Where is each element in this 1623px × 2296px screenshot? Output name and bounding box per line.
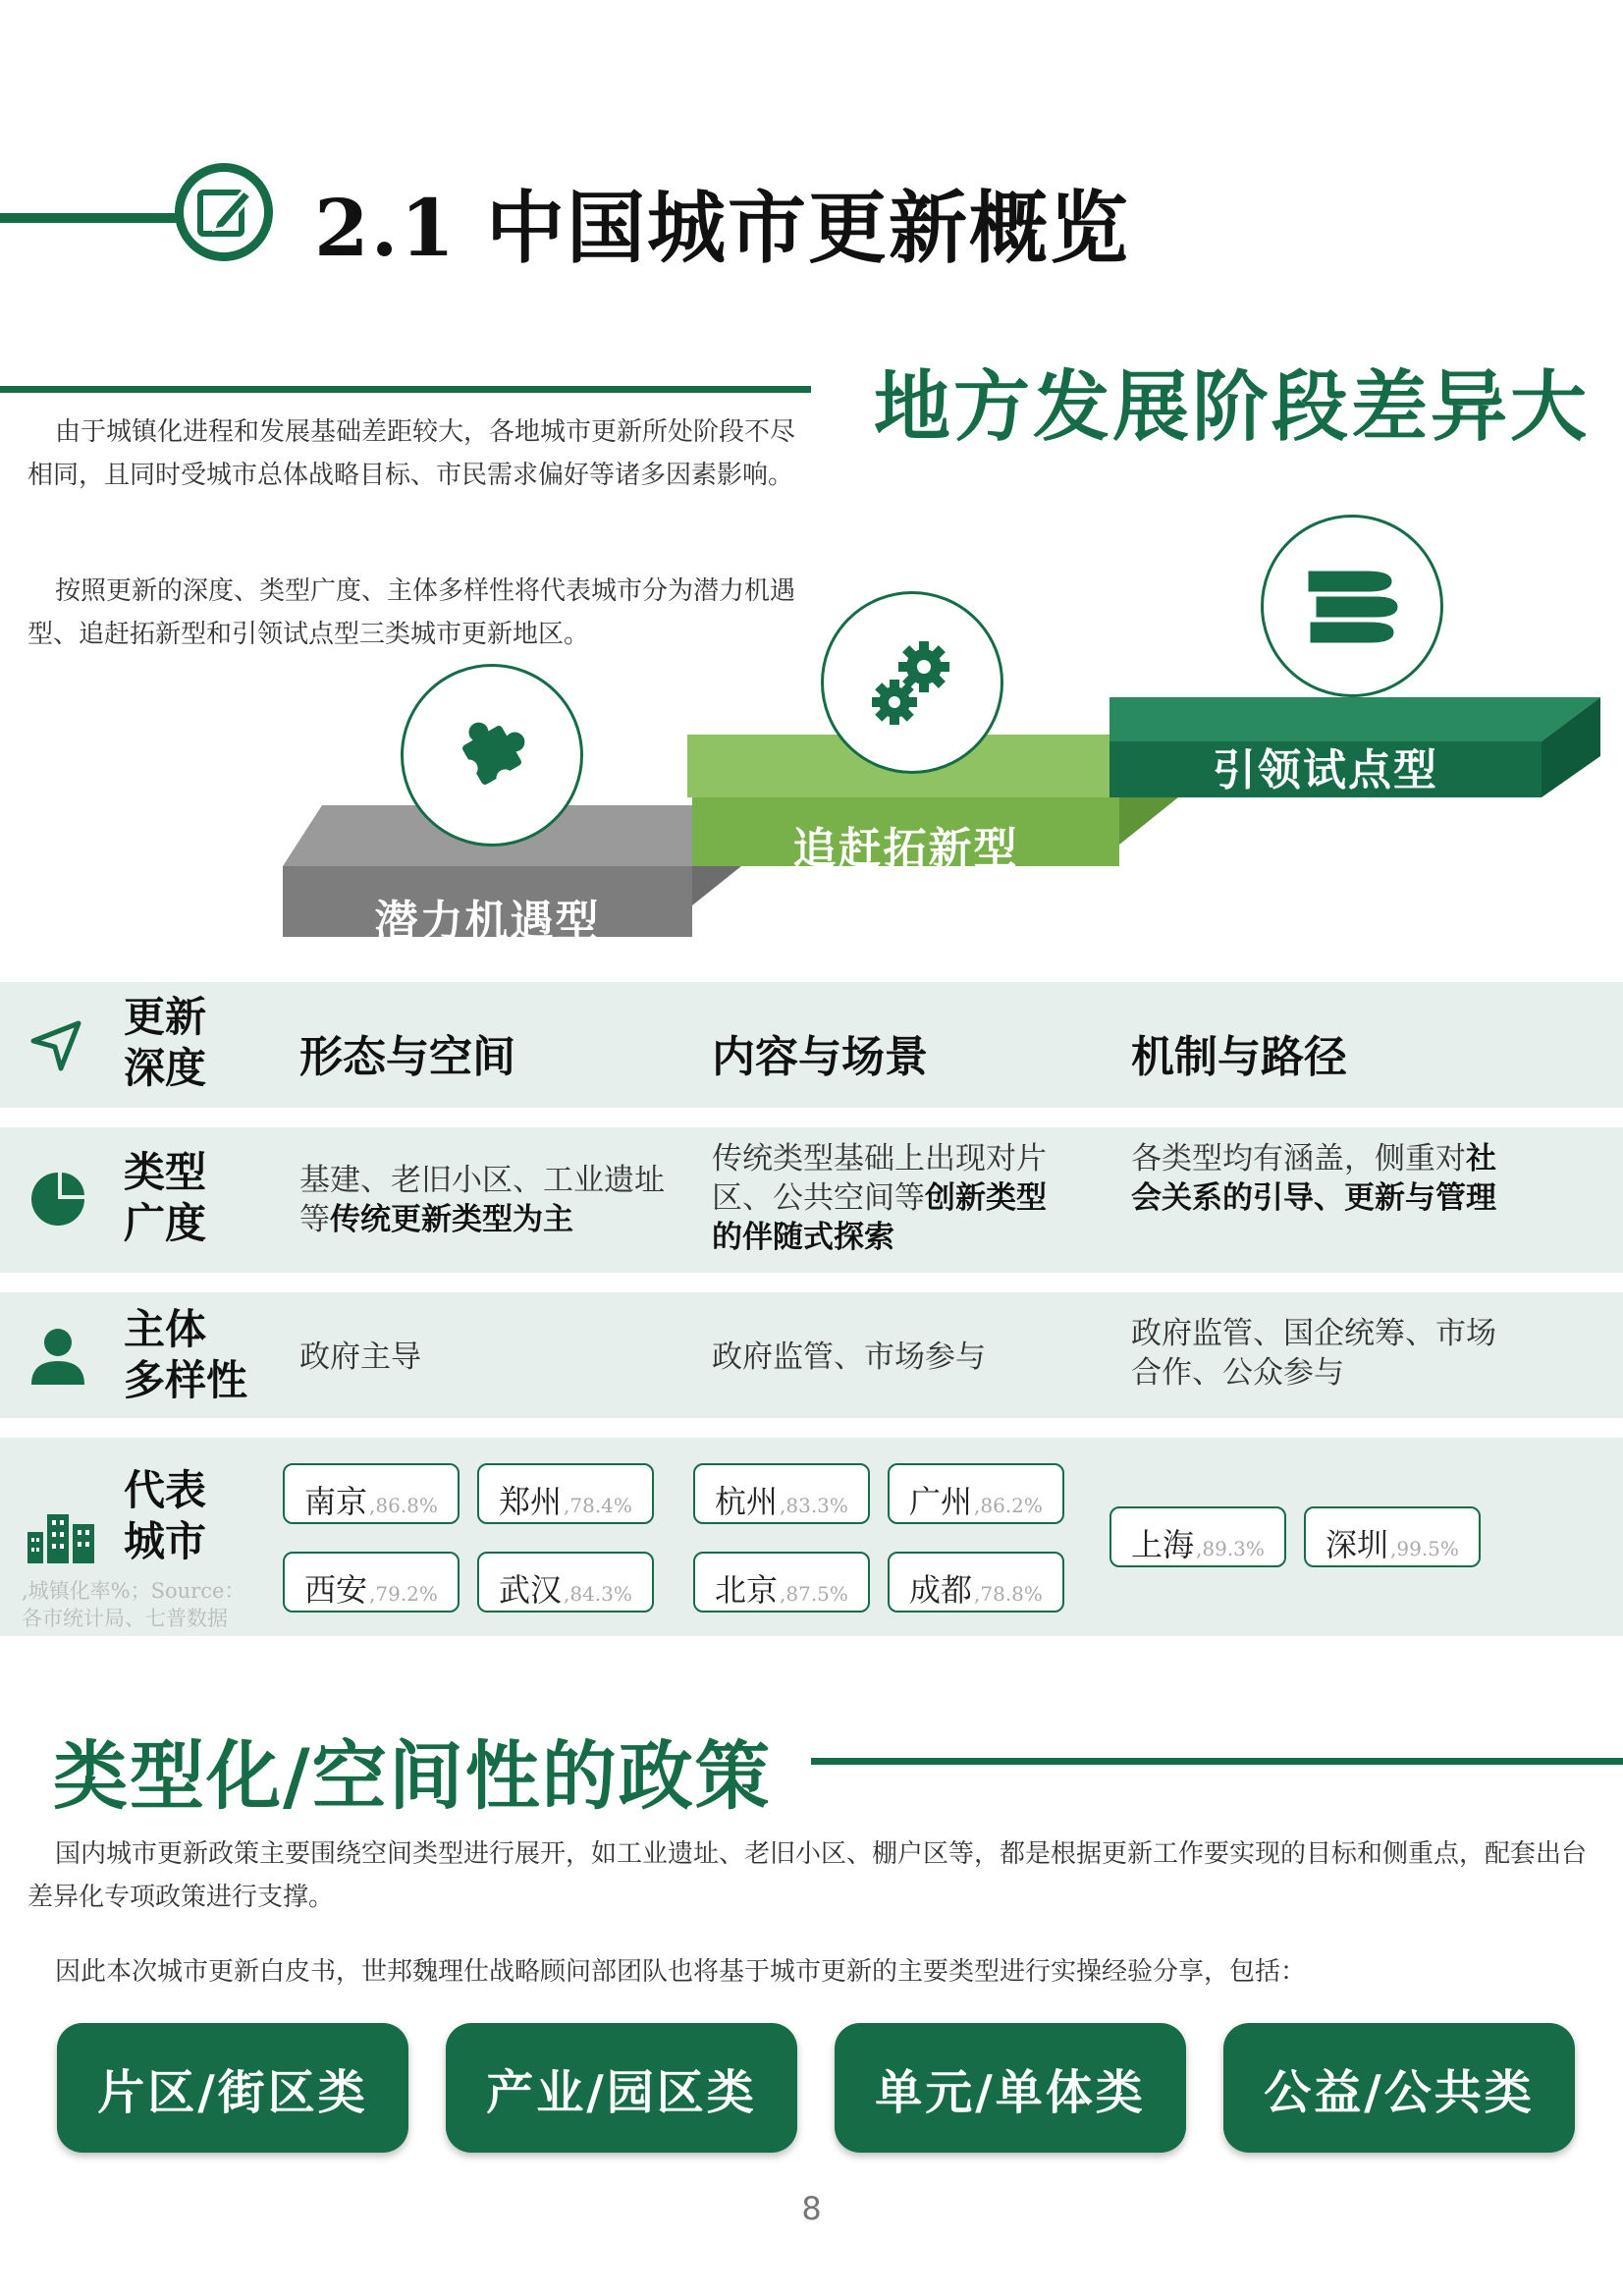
city-tag xyxy=(283,1463,460,1524)
category-button-industry[interactable]: 产业/园区类 xyxy=(446,2023,797,2153)
cell-depth-catchup: 内容与场景 xyxy=(712,1032,928,1082)
city-name: 武汉 xyxy=(499,1571,563,1609)
city-name: 西安 xyxy=(304,1571,368,1609)
category-button-public[interactable]: 公益/公共类 xyxy=(1223,2023,1575,2153)
navigation-arrow-icon xyxy=(27,1017,84,1074)
intro-paragraph: 由于城镇化进程和发展基础差距较大，各地城市更新所处阶段不尽相同，且同时受城市总体战略目标、市民需求偏好等诸多因素影响。 xyxy=(27,417,796,490)
row-head-line: 主体 xyxy=(124,1305,207,1353)
city-name: 成都 xyxy=(909,1571,973,1609)
person-icon xyxy=(27,1326,88,1387)
data-source-note xyxy=(22,1577,244,1632)
city-name: 深圳 xyxy=(1325,1526,1389,1563)
cell-text: 传统类型基础上出现对片区、公共空间等 xyxy=(712,1141,1047,1216)
row-head-line: 代表 xyxy=(124,1466,207,1514)
intro-paragraph: 按照更新的深度、类型广度、主体多样性将代表城市分为潜力机遇型、追赶拓新型和引领试点型三类城市更新地区。 xyxy=(27,576,796,649)
buildings-icon xyxy=(27,1508,94,1563)
city-rate: ,89.3% xyxy=(1196,1537,1265,1560)
page-number: 8 xyxy=(801,2190,822,2227)
step-icon-badge-catchup xyxy=(821,591,1003,774)
puzzle-icon xyxy=(448,711,536,799)
city-name: 上海 xyxy=(1131,1526,1195,1563)
cell-text: 基建、老旧小区、工业遗址等 xyxy=(299,1163,665,1237)
city-tag xyxy=(693,1463,870,1524)
policy-paragraph: 国内城市更新政策主要围绕空间类型进行展开，如工业遗址、老旧小区、棚户区等，都是根据更新工作要实现的目标和侧重点，配套出台差异化专项政策进行支撑。 xyxy=(27,1839,1588,1912)
header-rule xyxy=(0,213,182,223)
row-head-line: 广度 xyxy=(124,1199,207,1247)
city-rate: ,86.8% xyxy=(369,1494,438,1517)
city-tag xyxy=(1109,1506,1286,1567)
step-icon-badge-potential xyxy=(401,664,583,847)
row-head-line: 类型 xyxy=(124,1148,207,1196)
cell-diversity-catchup: 政府监管、市场参与 xyxy=(712,1339,986,1375)
row-head-line: 多样性 xyxy=(124,1356,248,1404)
city-tag xyxy=(1304,1506,1481,1567)
city-rate: ,87.5% xyxy=(780,1582,848,1606)
step-side-catchup xyxy=(1109,797,1178,845)
city-tag xyxy=(693,1552,870,1613)
city-rate: ,78.8% xyxy=(974,1582,1043,1606)
city-rate: ,99.5% xyxy=(1390,1537,1459,1560)
section-title: 类型化/空间性的政策 xyxy=(53,1732,772,1820)
page-title: 2.1 中国城市更新概览 xyxy=(314,182,1131,274)
city-name: 杭州 xyxy=(715,1483,779,1520)
row-head-line: 深度 xyxy=(124,1044,207,1092)
city-rate: ,86.2% xyxy=(974,1494,1043,1517)
city-rate: ,79.2% xyxy=(369,1582,438,1606)
note-line: ,城镇化率%；Source： xyxy=(22,1579,245,1603)
city-name: 南京 xyxy=(304,1483,368,1520)
category-button-district[interactable]: 片区/街区类 xyxy=(57,2023,408,2153)
cell-breadth-potential xyxy=(299,1161,673,1239)
city-tag xyxy=(477,1552,654,1613)
section-title: 地方发展阶段差异大 xyxy=(874,362,1591,452)
city-rate: ,78.4% xyxy=(564,1494,632,1517)
cell-depth-potential: 形态与空间 xyxy=(299,1032,515,1082)
section-rule xyxy=(811,1758,1623,1765)
city-tag xyxy=(888,1552,1064,1613)
city-name: 广州 xyxy=(909,1483,973,1520)
policy-paragraph: 因此本次城市更新白皮书，世邦魏理仕战略顾问部团队也将基于城市更新的主要类型进行实操经验分享，包括： xyxy=(55,1957,1307,1987)
row-head-line: 更新 xyxy=(124,993,207,1041)
cell-text-bold: 社会关系的引导、更新与管理 xyxy=(1131,1141,1496,1216)
category-button-unit[interactable]: 单元/单体类 xyxy=(835,2023,1186,2153)
city-name: 北京 xyxy=(715,1571,779,1609)
cell-breadth-catchup xyxy=(712,1139,1051,1257)
city-rate: ,83.3% xyxy=(780,1494,848,1517)
city-tag xyxy=(283,1552,460,1613)
gears-icon xyxy=(863,633,961,732)
section-rule xyxy=(0,386,811,393)
cell-diversity-potential: 政府主导 xyxy=(299,1339,421,1375)
city-name: 郑州 xyxy=(499,1483,563,1520)
cell-text-bold: 传统更新类型为主 xyxy=(330,1202,573,1237)
city-tag xyxy=(888,1463,1064,1524)
step-icon-badge-leading xyxy=(1261,515,1443,697)
note-line: 各市统计局、七普数据 xyxy=(22,1607,228,1630)
cell-text: 各类型均有涵盖，侧重对 xyxy=(1131,1141,1466,1176)
cell-diversity-leading: 政府监管、国企统筹、市场合作、公众参与 xyxy=(1131,1316,1496,1391)
step-label-catchup: 追赶拓新型 xyxy=(792,824,1019,874)
cell-breadth-leading xyxy=(1131,1139,1504,1218)
step-label-potential: 潜力机遇型 xyxy=(374,897,601,947)
cell-text-bold: 创新类型的伴随式探索 xyxy=(712,1180,1047,1255)
step-label-leading: 引领试点型 xyxy=(1213,745,1438,795)
row-head-line: 城市 xyxy=(124,1517,207,1565)
cell-depth-leading: 机制与路径 xyxy=(1131,1032,1347,1082)
header-icon-badge xyxy=(175,163,273,261)
edit-icon xyxy=(194,183,253,242)
pie-chart-icon xyxy=(29,1171,86,1228)
books-icon xyxy=(1301,562,1403,650)
city-tag xyxy=(477,1463,654,1524)
city-rate: ,84.3% xyxy=(564,1582,632,1606)
